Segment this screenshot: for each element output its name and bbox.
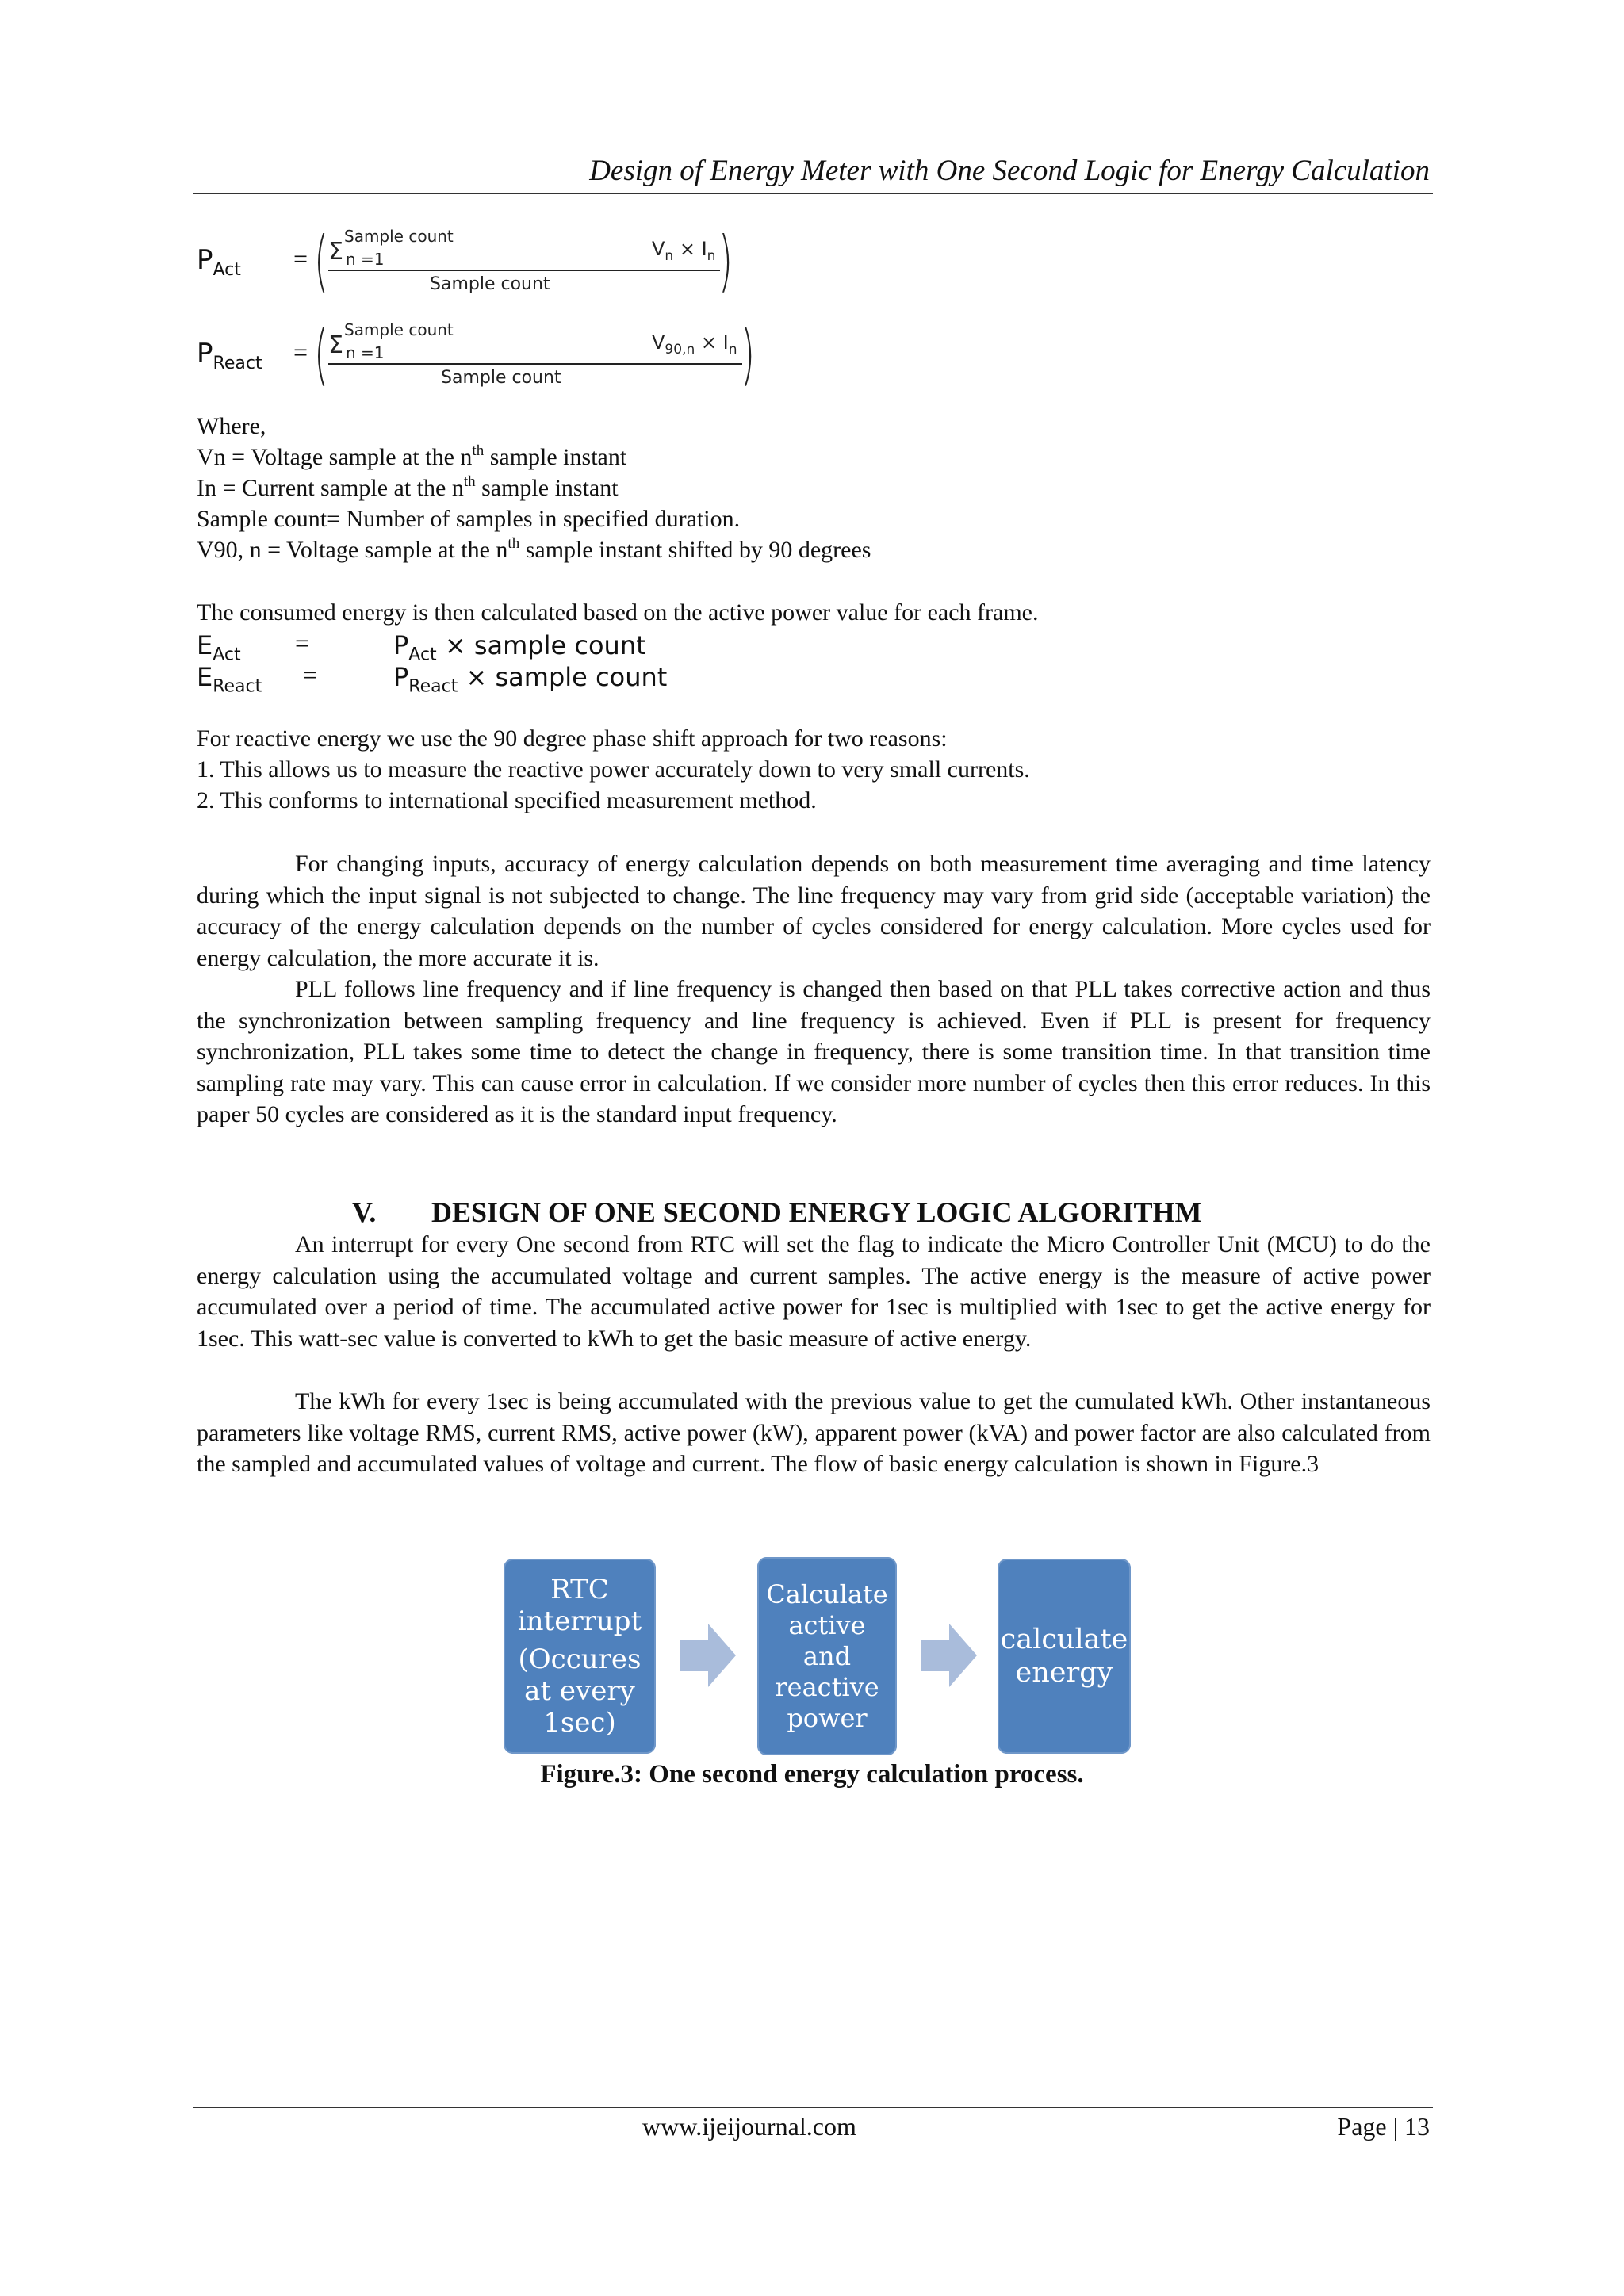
equation-rhs: $P_{React}$ × sample count [393, 662, 668, 697]
paragraph-kwh: The kWh for every 1sec is being accumulated with the previous value to get the cumulated kWh. Other instantaneous parameters like voltage RMS, current RMS, active power (kW), apparent power (kVA) and power factor are also calculated from the sampled and accumulated values of voltage and current. The flow of basic energy calculation is shown in Figure.3 [197, 1388, 1431, 1477]
flow-box-line: active [788, 1609, 866, 1640]
flow-box-rtc-interrupt [504, 1559, 656, 1754]
right-paren: ) [741, 316, 756, 393]
denominator: Sample count [430, 274, 550, 294]
equation-lhs: $E_{Act}$ [197, 630, 241, 665]
sum-upper-limit: Sample count [344, 227, 454, 246]
sum-lower-limit: n =1 [346, 343, 385, 362]
equals-sign: = [293, 338, 308, 366]
flow-box-line: energy [1015, 1657, 1113, 1689]
numerator: $V_{90,n} \times I_n$ [652, 331, 737, 358]
footer-page-number: Page | 13 [1337, 2112, 1430, 2141]
flow-box-line: at every [524, 1675, 635, 1707]
energy-intro: The consumed energy is then calculated based on the active power value for each frame. [197, 599, 1039, 626]
flow-box-line: and [802, 1640, 852, 1671]
running-header-title: Design of Energy Meter with One Second Logic for Energy Calculation [589, 155, 1430, 187]
sum-lower-limit: n =1 [346, 250, 385, 269]
equals-sign: = [303, 660, 318, 689]
flow-arrow-icon [921, 1624, 977, 1687]
flow-box-line: calculate [1000, 1624, 1128, 1655]
flow-box-line: (Occures [518, 1644, 642, 1675]
definition-vn: Vn = Voltage sample at the $n^{th}$ sample instant [197, 442, 627, 470]
equation-lhs: $P_{React}$ [197, 338, 262, 373]
reactive-intro: For reactive energy we use the 90 degree phase shift approach for two reasons: [197, 725, 948, 752]
where-label: Where, [197, 413, 266, 439]
section-number: V. [352, 1196, 377, 1228]
left-paren: ( [314, 316, 329, 393]
flow-box-line: Calculate [766, 1578, 888, 1609]
sum-symbol: Σ [328, 331, 343, 359]
equals-sign: = [295, 629, 310, 657]
flow-box-line: power [787, 1702, 868, 1733]
sum-upper-limit: Sample count [344, 320, 454, 339]
paragraph-interrupt: An interrupt for every One second from RTC will set the flag to indicate the Micro Controller Unit (MCU) to do the energy calculation using the accumulated voltage and current samples. The active energy is the measure of active power accumulated over a period of time. The accumulated active power for 1sec is multiplied with 1sec to get the active energy for 1sec. This watt-sec value is converted to kWh to get the basic measure of active energy. [197, 1231, 1431, 1352]
figure-caption: Figure.3: One second energy calculation process. [540, 1760, 1084, 1789]
definition-v90: V90, n = Voltage sample at the $n^{th}$ sample instant shifted by 90 degrees [197, 535, 871, 563]
flow-box-line: interrupt [517, 1605, 642, 1637]
reactive-reason-1: 1. This allows us to measure the reactive power accurately down to very small currents. [197, 756, 1030, 783]
equation-rhs: $P_{Act}$ × sample count [393, 630, 646, 665]
equation-lhs: $P_{Act}$ [197, 244, 241, 280]
section-heading [352, 1196, 1201, 1229]
fraction-bar [328, 363, 742, 365]
equals-sign: = [293, 244, 308, 273]
sum-symbol: Σ [328, 238, 343, 266]
left-paren: ( [314, 222, 329, 300]
denominator: Sample count [441, 368, 561, 388]
flow-box-line: 1sec) [543, 1707, 616, 1739]
header-rule [193, 193, 1433, 194]
equation-lhs: $E_{React}$ [197, 662, 262, 697]
fraction-bar [328, 270, 720, 271]
paragraph-changing-inputs: For changing inputs, accuracy of energy calculation depends on both measurement time averaging and time latency during which the input signal is not subjected to change. The line frequency may vary from grid side (acceptable variation) the accuracy of the energy calculation depends on the number of cycles considered for energy calculation. More cycles used for energy calculation, the more accurate it is. [197, 851, 1431, 971]
footer-rule [193, 2107, 1433, 2108]
flow-box-calculate-energy [998, 1559, 1131, 1754]
footer-url: www.ijeijournal.com [642, 2112, 856, 2141]
flow-box-calculate-power [757, 1557, 897, 1755]
definition-in: In = Current sample at the $n^{th}$ sample instant [197, 473, 619, 501]
paragraph-pll: PLL follows line frequency and if line frequency is changed then based on that PLL takes corrective action and thus the synchronization between sampling frequency and line frequency is achieved. Even if PLL is present for frequency synchronization, PLL takes some time to detect the change in frequency, there is some transition time. In that transition time sampling rate may vary. This can cause error in calculation. If we consider more number of cycles then this error reduces. In this paper 50 cycles are considered as it is the standard input frequency. [197, 976, 1431, 1127]
definition-sample-count: Sample count= Number of samples in specified duration. [197, 506, 741, 532]
flow-box-line: reactive [775, 1671, 879, 1702]
section-title: DESIGN OF ONE SECOND ENERGY LOGIC ALGORITHM [431, 1196, 1202, 1228]
numerator: $V_n \times I_n$ [652, 238, 716, 264]
flow-box-line: RTC [550, 1574, 609, 1605]
flow-arrow-icon [680, 1624, 736, 1687]
reactive-reason-2: 2. This conforms to international specified measurement method. [197, 787, 817, 813]
right-paren: ) [718, 222, 733, 300]
